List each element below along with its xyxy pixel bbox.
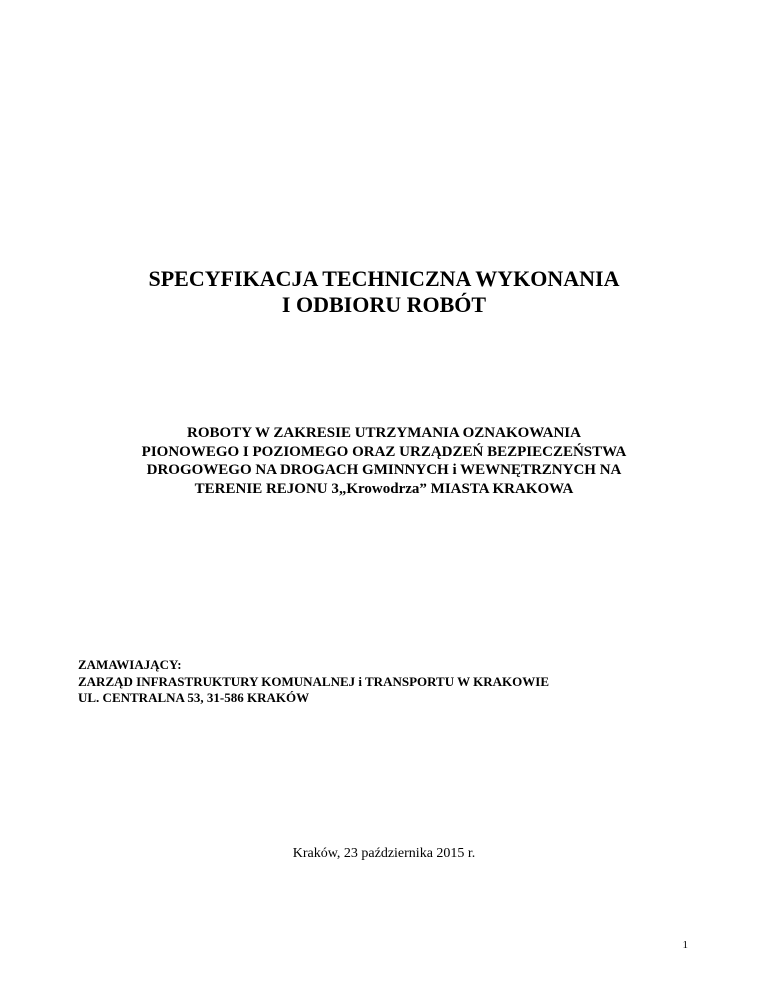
subject-line-4: TERENIE REJONU 3„Krowodrza” MIASTA KRAKOWA	[194, 480, 574, 497]
subject-line-1: ROBOTY W ZAKRESIE UTRZYMANIA OZNAKOWANIA	[187, 425, 581, 441]
title-line-2: I ODBIORU ROBÓT	[281, 292, 487, 317]
client-name: ZARZĄD INFRASTRUKTURY KOMUNALNEJ i TRANSPORTU W KRAKOWIE	[78, 673, 549, 689]
client-block	[78, 657, 549, 707]
document-subject	[0, 424, 768, 498]
client-address: UL. CENTRALNA 53, 31-586 KRAKÓW	[78, 690, 310, 705]
document-date: Kraków, 23 października 2015 r.	[292, 846, 476, 861]
client-label: ZAMAWIAJĄCY:	[78, 657, 182, 672]
subject-line-3: DROGOWEGO NA DROGACH GMINNYCH i WEWNĘTRZNYCH NA	[146, 462, 622, 478]
page-number: 1	[682, 939, 688, 951]
document-title	[0, 266, 768, 318]
subject-line-2: PIONOWEGO I POZIOMEGO ORAZ URZĄDZEŃ BEZPIECZEŃSTWA	[141, 443, 627, 460]
title-line-1: SPECYFIKACJA TECHNICZNA WYKONANIA	[148, 266, 620, 291]
